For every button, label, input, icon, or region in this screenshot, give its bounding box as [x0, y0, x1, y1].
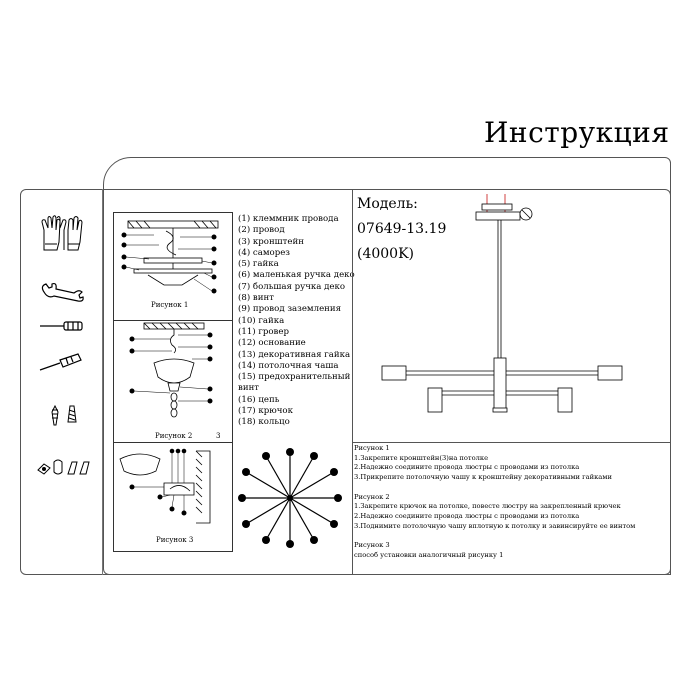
list-item: (5) гайка: [238, 259, 279, 270]
figure-2-diagram: [114, 321, 232, 431]
instruction-step: 3.Поднимите потолочную чашу вплотную к потолку и завинсируйте ее винтом: [354, 521, 636, 530]
anchor-screw-icon: [52, 406, 76, 425]
figure-1-caption: Рисунок 1: [151, 301, 189, 309]
list-item: (12) основание: [238, 338, 306, 349]
instruction-step: 3.Прикрепите потолочную чашу к кронштейну декоративными гайками: [354, 473, 612, 482]
page-title: Инструкция: [484, 116, 670, 149]
screwdriver-icon: [40, 354, 81, 370]
list-item: (10) гайка: [238, 315, 285, 326]
list-item: (17) крючок: [238, 406, 293, 417]
list-item: (11) гровер: [238, 326, 289, 337]
gloves-icon: [42, 216, 82, 250]
fasteners-icon: [38, 460, 89, 474]
list-item: винт: [238, 383, 260, 394]
chandelier-drawing: [370, 192, 670, 422]
instruction-step: 2.Надежно соедините провода люстры с проводами из потолка: [354, 463, 580, 472]
figure-3-diagram: [114, 443, 232, 535]
instruction-step: 2.Надежно соедините провода люстры с проводами из потолка: [354, 511, 580, 520]
list-item: (8) винт: [238, 293, 274, 304]
list-item: (1) клеммник провода: [238, 214, 339, 224]
list-item: (6) маленькая ручка деко: [238, 270, 355, 281]
list-item: (18) кольцо: [238, 417, 290, 428]
list-item: (3) кронштейн: [238, 236, 304, 247]
model-label: Модель:: [357, 196, 418, 212]
small-mark: 3: [216, 432, 221, 440]
starburst-lamp-illustration: [230, 440, 350, 560]
tools-illustration: [24, 200, 100, 490]
instruction-step: способ установки аналогичный рисунку 1: [354, 550, 504, 559]
section-title: Рисунок 1: [354, 444, 390, 452]
list-item: (2) провод: [238, 225, 285, 236]
list-item: (14) потолочная чаша: [238, 360, 339, 371]
instruction-step: 1.Закрепите крючок на потолке, повесте люстру на закрепленный крючек: [354, 502, 621, 511]
figure-3-caption: Рисунок 3: [156, 536, 194, 544]
model-number: 07649-13.19: [357, 221, 447, 237]
parts-list: [238, 214, 355, 429]
wrench-icon: [42, 284, 83, 302]
panel-divider: [352, 189, 353, 575]
figure-2-caption: Рисунок 2: [155, 432, 193, 440]
instructions: [354, 444, 669, 560]
list-item: (7) большая ручка деко: [238, 281, 346, 292]
section-title: Рисунок 3: [354, 541, 390, 549]
list-item: (15) предохранительный: [238, 372, 351, 383]
section-title: Рисунок 2: [354, 492, 390, 501]
list-item: (9) провод заземления: [238, 304, 342, 315]
screwdriver-icon: [40, 322, 82, 330]
list-item: (16) цепь: [238, 394, 280, 405]
list-item: (4) саморез: [238, 247, 290, 258]
instruction-step: 1.Закрепите кронштейн(3)на потолке: [354, 453, 489, 462]
panel-divider: [352, 442, 671, 443]
model-temp: (4000K): [357, 246, 415, 262]
list-item: (13) декоративная гайка: [238, 349, 351, 360]
